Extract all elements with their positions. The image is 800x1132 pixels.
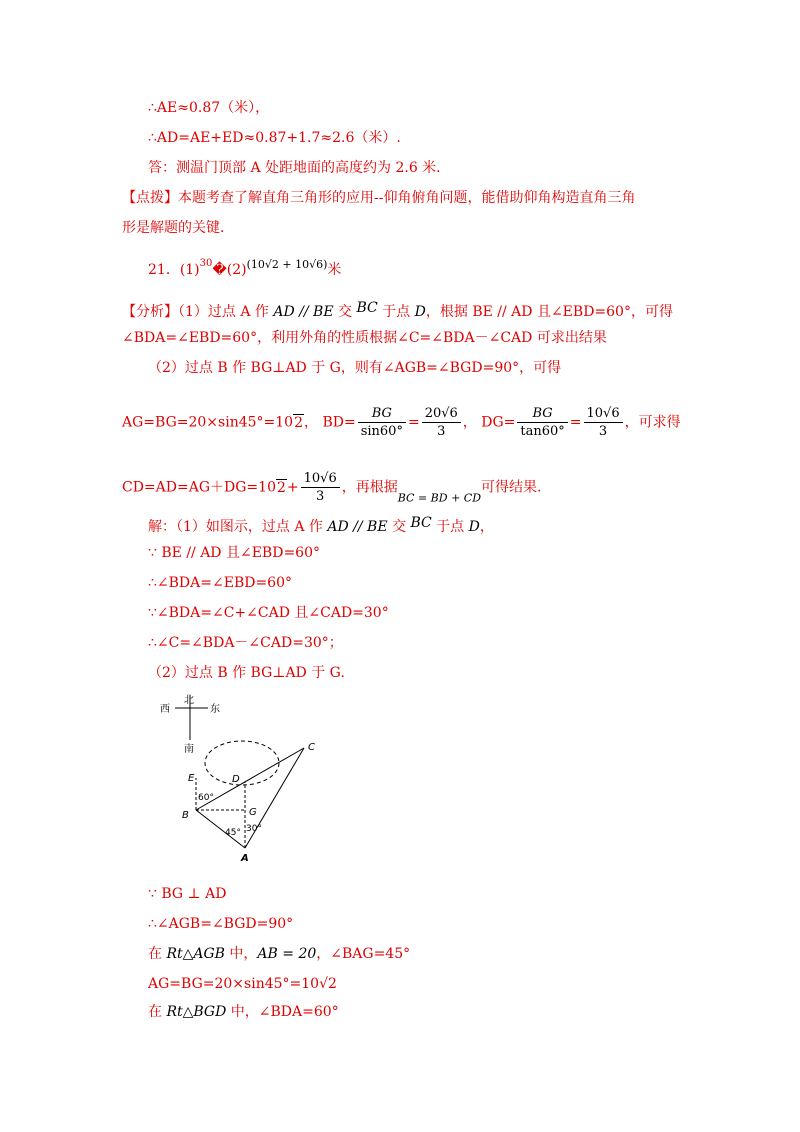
solution-line-6: （2）过点 B 作 BG⊥AD 于 G.: [148, 665, 345, 681]
line-answer: 答：测温门顶部 A 处距地面的高度约为 2.6 米.: [148, 160, 441, 176]
q21-line: [148, 254, 341, 280]
line-tip-cont: 形是解题的关键.: [122, 220, 225, 236]
analysis-formula-1: AG=BG=20×sin45°=102， BD= $\frac{BG}{\sin 60^\circ}$ = $\frac{20√6}{3}$ ， DG= $\frac{BG}{\tan 60^\circ}$ = $\frac{10√6}{3}$ ，可求得: [122, 406, 681, 439]
analysis-line-2: ∠BDA=∠EBD=60°，利用外角的性质根据∠C=∠BDA－∠CAD 可求出结果: [122, 330, 607, 346]
south-label: 南: [184, 744, 194, 755]
line-ad: ∴AD=AE+ED≈0.87+1.7≈2.6（米）.: [148, 130, 401, 146]
solution-line-10: AG=BG=20×sin45°=10√2: [148, 976, 337, 992]
point-a-label: A: [241, 853, 249, 864]
line-tip: 【点拨】本题考查了解直角三角形的应用--仰角俯角问题，能借助仰角构造直角三角: [122, 190, 636, 206]
angle-45-label: 45°: [225, 828, 241, 838]
solution-line-1: 解：（1）如图示，过点 A 作 AD // BE 交 BC 于点 D，: [148, 515, 494, 535]
solution-line-8: ∴∠AGB=∠BGD=90°: [148, 916, 294, 932]
west-label: 西: [160, 704, 170, 715]
solution-line-9: 在 Rt△AGB 中，AB = 20，∠BAG=45°: [148, 946, 411, 962]
solution-line-2: ∵ BE // AD 且∠EBD=60°: [148, 545, 320, 561]
north-label: 北: [184, 695, 194, 706]
point-c-label: C: [308, 742, 315, 753]
q21-unit: 米: [327, 262, 342, 278]
q21-part2: �(2): [212, 262, 247, 278]
angle-60-label: 60°: [198, 793, 214, 803]
east-label: 东: [210, 704, 220, 715]
point-b-label: B: [182, 810, 189, 821]
point-e-label: E: [188, 773, 195, 784]
line-ae: ∴AE≈0.87（米），: [148, 100, 270, 116]
analysis-formula-2: CD=AD=AG＋DG=102+ $\frac{10√6}{3}$ ，再根据$_{BC = BD + CD}$可得结果.: [122, 471, 542, 505]
angle-30-label: 30°: [246, 824, 262, 834]
q21-answer-2: (10√2 + 10√6): [246, 258, 328, 271]
point-d-label: D: [232, 774, 240, 785]
geometry-diagram: [150, 690, 330, 870]
solution-line-7: ∵ BG ⊥ AD: [148, 886, 227, 902]
analysis-line-1: 【分析】（1）过点 A 作 AD // BE 交 BC 于点 D，根据 BE // AD 且∠EBD=60°，可得: [122, 300, 673, 320]
solution-line-11: 在 Rt△BGD 中，∠BDA=60°: [148, 1004, 339, 1020]
point-g-label: G: [249, 807, 257, 818]
analysis-line-3: （2）过点 B 作 BG⊥AD 于 G，则有∠AGB=∠BGD=90°，可得: [148, 360, 562, 376]
solution-line-4: ∵∠BDA=∠C+∠CAD 且∠CAD=30°: [148, 605, 389, 621]
q21-number: 21．(1): [148, 262, 200, 278]
solution-line-3: ∴∠BDA=∠EBD=60°: [148, 575, 292, 591]
q21-answer-1: 30: [199, 258, 213, 269]
solution-line-5: ∴∠C=∠BDA－∠CAD=30°；: [148, 635, 343, 651]
